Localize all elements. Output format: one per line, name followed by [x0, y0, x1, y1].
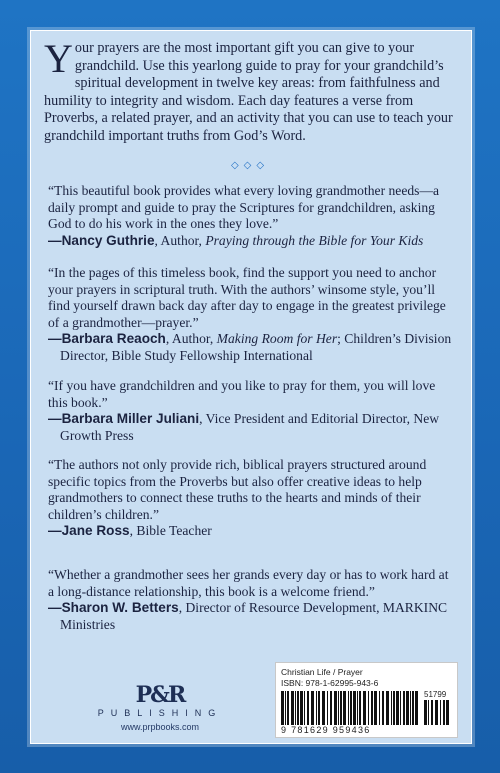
diamond-divider-icon: ◇◇◇	[230, 160, 270, 171]
endorser-name: —Jane Ross	[48, 523, 130, 539]
endorsement-quote: “If you have grandchildren and you like to pray for them, you will love this book.”	[48, 378, 436, 410]
endorser-work: Making Room for Her	[216, 331, 338, 347]
endorsement-attribution	[48, 523, 452, 540]
endorser-name: —Nancy Guthrie	[48, 232, 155, 248]
publisher-logo	[75, 682, 245, 732]
endorser-role-extra: ; Children’s Division Director, Bible Study Fellowship International	[60, 331, 452, 363]
barcode-icon	[281, 691, 421, 725]
endorsement-quote: “Whether a grandmother sees her grands every day or has to work hard at a long-distance relationship, this book is a welcome friend.”	[48, 567, 449, 599]
endorsement-3	[48, 378, 452, 444]
endorsement-quote: “This beautiful book provides what every loving grandmother needs—a daily prompt and guide to pray the Scriptures for grandchildren, asking God to do his work in the ones they love.”	[48, 183, 440, 232]
drop-cap: Y	[44, 36, 73, 81]
endorser-work: Praying through the Bible for Your Kids	[205, 232, 424, 248]
endorsement-quote: “In the pages of this timeless book, find the support you need to anchor your prayers in scriptural truth. With the authors’ winsome style, you’ll find yourself drawn back day after day to engage in the greatest privilege of a grandmother—prayer.”	[48, 265, 446, 330]
endorsement-2	[48, 265, 452, 365]
barcode-box	[275, 662, 458, 738]
endorser-role: , Author,	[165, 331, 217, 347]
endorsement-attribution	[48, 411, 452, 444]
endorsement-attribution	[48, 331, 452, 364]
publisher-url: www.prpbooks.com	[120, 722, 200, 732]
endorsement-quote: “The authors not only provide rich, biblical prayers structured around specific topics from the Proverbs but also offer creative ideas to help grandmothers to connect these truths to the hearts and minds of their children’s children.”	[48, 457, 427, 522]
endorsement-attribution	[48, 600, 452, 633]
endorser-name: —Barbara Miller Juliani	[48, 411, 200, 427]
price-barcode-icon	[424, 700, 452, 725]
endorsement-5	[48, 567, 452, 633]
endorsement-attribution	[48, 233, 452, 250]
endorsement-1	[48, 183, 452, 249]
endorser-role: , Vice President and Editorial Director, New Growth Press	[60, 411, 440, 443]
intro-paragraph	[44, 36, 454, 145]
publisher-name: PUBLISHING	[97, 708, 223, 718]
endorser-role: , Director of Resource Development, MARKINC Ministries	[60, 600, 448, 632]
endorser-role: , Author,	[154, 232, 206, 248]
isbn-text: ISBN: 978-1-62995-943-6	[281, 678, 379, 688]
barcode-number: 9 781629 959436	[281, 725, 371, 735]
endorser-name: —Barbara Reaoch	[48, 331, 166, 347]
endorsement-4	[48, 457, 452, 540]
book-category: Christian Life / Prayer	[281, 667, 363, 677]
intro-text: our prayers are the most important gift you can give to your grandchild. Use this yearlong guide to pray for your grandchild’s spiritual development in twelve key areas: from faithfulness and humility to integrity and wisdom. Each day features a verse from Proverbs, a related prayer, and an activity that you can use to teach your grandchild important truths from God’s Word.	[44, 40, 453, 144]
endorser-role: , Bible Teacher	[129, 523, 212, 539]
endorser-name: —Sharon W. Betters	[48, 600, 179, 616]
publisher-mark: P&R	[135, 682, 185, 708]
price-code: 51799	[424, 690, 447, 699]
